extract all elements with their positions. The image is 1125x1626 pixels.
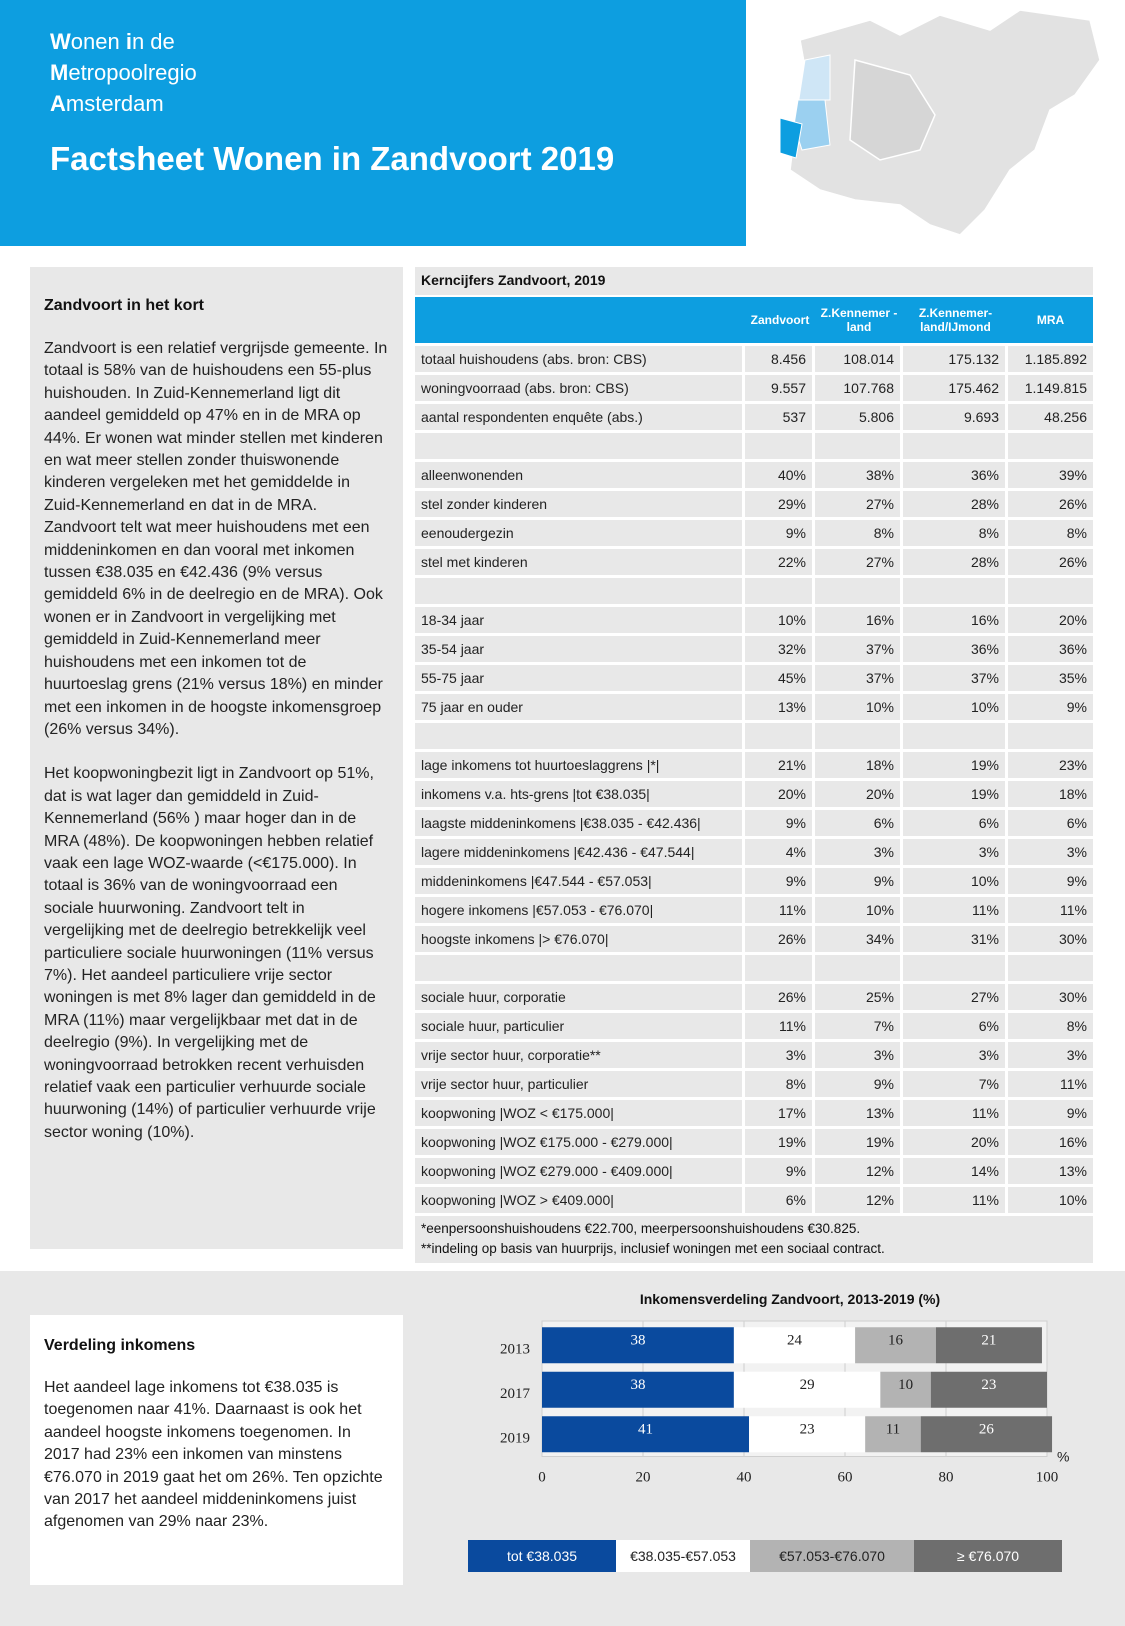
table-row [415,897,1093,923]
row-label: hoogste inkomens |> €76.070| [415,926,742,952]
table-cell: 35% [1008,665,1093,691]
legend-item: tot €38.035 [468,1540,616,1572]
table-body [415,346,1093,1213]
row-label: middeninkomens |€47.544 - €57.053| [415,868,742,894]
table-cell: 38% [815,462,900,488]
table-cell: 19% [903,752,1005,778]
column-header: MRA [1036,313,1065,327]
spacer-row [415,578,1093,604]
data-label: 16 [888,1332,903,1349]
table-row [415,462,1093,488]
table-footnotes [415,1216,1093,1263]
data-label: 41 [638,1421,654,1438]
spacer-row [415,955,1093,981]
table-cell: 9% [745,1158,812,1184]
table-cell: 21% [745,752,812,778]
x-tick-label: 60 [837,1469,853,1486]
table-cell: 18% [815,752,900,778]
row-label: koopwoning |WOZ < €175.000| [415,1100,742,1126]
table-cell: 31% [903,926,1005,952]
table-cell: 9% [1008,694,1093,720]
table-row [415,781,1093,807]
table-cell: 18% [1008,781,1093,807]
table-cell: 8% [745,1071,812,1097]
spacer-cell [745,955,812,981]
table-row [415,1158,1093,1184]
table-cell: 10% [903,868,1005,894]
table-cell: 9% [1008,868,1093,894]
x-tick-label: 80 [938,1469,954,1486]
table-row [415,1100,1093,1126]
income-paragraph: Het aandeel lage inkomens tot €38.035 is toegenomen naar 41%. Daarnaast is ook het aandeel hoogste inkomens toegenomen. In 2017 had 23% een inkomen van minstens €76.070 in 2019 gaat het om 26%. Ten opzichte van 2017 het aandeel middeninkomens juist afgenomen van 29% naar 23%. [44,1379,383,1531]
row-label: stel met kinderen [415,549,742,575]
spacer-row [415,723,1093,749]
spacer-row [415,433,1093,459]
y-category-label: 2013 [500,1341,530,1358]
spacer-cell [1008,578,1093,604]
spacer-cell [903,723,1005,749]
chart-legend [468,1540,1062,1572]
table-cell: 10% [1008,1187,1093,1213]
column-header: Z.Kennemer-land/IJmond [918,306,993,334]
table-row [415,810,1093,836]
row-label: 55-75 jaar [415,665,742,691]
table-cell: 36% [1008,636,1093,662]
table-cell: 26% [1008,549,1093,575]
table-cell: 12% [815,1187,900,1213]
table-cell: 8% [903,520,1005,546]
row-label: woningvoorraad (abs. bron: CBS) [415,375,742,401]
intro-heading: Zandvoort in het kort [44,297,204,314]
table-cell: 3% [1008,1042,1093,1068]
row-label: sociale huur, corporatie [415,984,742,1010]
table-cell: 29% [745,491,812,517]
row-label: lagere middeninkomens |€42.436 - €47.544| [415,839,742,865]
spacer-cell [745,723,812,749]
table-cell: 28% [903,549,1005,575]
table-header [415,297,1093,343]
table-row [415,926,1093,952]
spacer-cell [903,433,1005,459]
table-cell: 10% [815,694,900,720]
table-cell: 28% [903,491,1005,517]
page-title: Factsheet Wonen in Zandvoort 2019 [50,140,615,177]
table-cell: 1.149.815 [1008,375,1093,401]
spacer-cell [815,955,900,981]
data-label: 24 [787,1332,802,1349]
table-cell: 108.014 [815,346,900,372]
brand-logo-text: Wonen in de Metropoolregio Amsterdam [50,29,197,116]
table-row [415,346,1093,372]
table-cell: 30% [1008,926,1093,952]
row-label: 18-34 jaar [415,607,742,633]
row-label: alleenwonenden [415,462,742,488]
table-cell: 20% [903,1129,1005,1155]
table-cell: 9% [815,1071,900,1097]
column-header: Z.Kennemer -land [820,306,898,334]
row-label: vrije sector huur, particulier [415,1071,742,1097]
key-figures-table [415,267,1093,1263]
column-header: Zandvoort [750,313,810,327]
income-text-panel [30,1315,403,1585]
table-row [415,752,1093,778]
table-row [415,694,1093,720]
table-row [415,868,1093,894]
table-cell: 26% [1008,491,1093,517]
y-category-label: 2019 [500,1430,530,1447]
table-cell: 17% [745,1100,812,1126]
row-label: koopwoning |WOZ > €409.000| [415,1187,742,1213]
table-cell: 37% [815,665,900,691]
region-map-area [790,10,1100,235]
table-cell: 45% [745,665,812,691]
table-cell: 16% [903,607,1005,633]
table-cell: 4% [745,839,812,865]
legend-item: €57.053-€76.070 [750,1540,914,1572]
spacer-cell [903,955,1005,981]
table-cell: 11% [1008,897,1093,923]
legend-item: ≥ €76.070 [914,1540,1062,1572]
table-cell: 32% [745,636,812,662]
table-row [415,1042,1093,1068]
table-cell: 13% [815,1100,900,1126]
chart-title: Inkomensverdeling Zandvoort, 2013-2019 (%) [639,1291,941,1307]
table-cell: 8.456 [745,346,812,372]
table-cell: 1.185.892 [1008,346,1093,372]
table-cell: 8% [815,520,900,546]
table-cell: 3% [745,1042,812,1068]
table-cell: 10% [745,607,812,633]
data-label: 23 [799,1421,815,1438]
table-cell: 6% [903,1013,1005,1039]
table-cell: 11% [903,1100,1005,1126]
table-row [415,636,1093,662]
table-cell: 13% [745,694,812,720]
table-cell: 9.693 [903,404,1005,430]
table-cell: 10% [903,694,1005,720]
table-cell: 3% [815,839,900,865]
table-cell: 36% [903,462,1005,488]
table-cell: 537 [745,404,812,430]
x-tick-label: 0 [538,1469,546,1486]
table-cell: 30% [1008,984,1093,1010]
spacer-cell [415,578,742,604]
data-label: 11 [885,1421,901,1438]
table-cell: 8% [1008,520,1093,546]
spacer-cell [1008,723,1093,749]
table-cell: 6% [745,1187,812,1213]
data-label: 29 [799,1376,815,1393]
table-cell: 175.132 [903,346,1005,372]
intro-paragraph-1: Zandvoort is een relatief vergrijsde gemeente. In totaal is 58% van de huishoudens een 55-plus huishouden. In Zuid-Kennemerland ligt dit aandeel gemiddeld op 47% en in de MRA op 44%. Er wonen wat minder stellen met kinderen en wat meer stellen zonder thuiswonende kinderen vergeleken met het gemiddelde in Zuid-Kennemerland en dat in de MRA. Zandvoort telt wat meer huishoudens met een middeninkomen en dan vooral met inkomen tussen €38.035 en €42.436 (9% versus gemiddeld 6% in de deelregio en de MRA). Ook wonen er in Zandvoort in vergelijking met gemiddeld in Zuid-Kennemerland meer huishoudens met een inkomen tot de huurtoeslag grens (21% versus 18%) en minder met een inkomen in de hoogste inkomensgroep (26% versus 34%). [44,340,388,738]
table-cell: 34% [815,926,900,952]
table-row [415,404,1093,430]
data-label: 21 [981,1332,997,1349]
table-cell: 7% [903,1071,1005,1097]
table-cell: 6% [1008,810,1093,836]
table-cell: 3% [815,1042,900,1068]
table-cell: 175.462 [903,375,1005,401]
table-row [415,1071,1093,1097]
table-cell: 6% [903,810,1005,836]
spacer-cell [415,433,742,459]
x-tick-label: 20 [635,1469,651,1486]
table-cell: 14% [903,1158,1005,1184]
table-cell: 7% [815,1013,900,1039]
spacer-cell [1008,433,1093,459]
row-label: totaal huishoudens (abs. bron: CBS) [415,346,742,372]
table-row [415,984,1093,1010]
table-cell: 11% [1008,1071,1093,1097]
data-label: 23 [981,1376,997,1393]
table-cell: 3% [903,839,1005,865]
row-label: hogere inkomens |€57.053 - €76.070| [415,897,742,923]
table-cell: 36% [903,636,1005,662]
table-cell: 16% [1008,1129,1093,1155]
table-cell: 25% [815,984,900,1010]
income-heading: Verdeling inkomens [44,1337,196,1354]
row-label: sociale huur, particulier [415,1013,742,1039]
table-cell: 22% [745,549,812,575]
table-row [415,375,1093,401]
table-cell: 9% [1008,1100,1093,1126]
table-cell: 8% [1008,1013,1093,1039]
region-map [760,0,1125,246]
table-cell: 3% [1008,839,1093,865]
spacer-cell [815,578,900,604]
table-cell: 13% [1008,1158,1093,1184]
table-cell: 6% [815,810,900,836]
table-cell: 107.768 [815,375,900,401]
table-cell: 48.256 [1008,404,1093,430]
legend-item: €38.035-€57.053 [616,1540,750,1572]
table-cell: 19% [745,1129,812,1155]
table-cell: 27% [903,984,1005,1010]
spacer-cell [745,433,812,459]
table-row [415,1129,1093,1155]
table-cell: 20% [815,781,900,807]
chart-plot [500,1291,1100,1521]
table-row [415,1013,1093,1039]
table-cell: 10% [815,897,900,923]
table-cell: 11% [903,1187,1005,1213]
table-cell: 5.806 [815,404,900,430]
table-cell: 27% [815,491,900,517]
table-row [415,665,1093,691]
table-cell: 9% [745,868,812,894]
table-cell: 19% [903,781,1005,807]
region-map-kennemerland [798,55,830,105]
table-row [415,607,1093,633]
spacer-cell [1008,955,1093,981]
spacer-cell [815,433,900,459]
table-cell: 12% [815,1158,900,1184]
row-label: koopwoning |WOZ €279.000 - €409.000| [415,1158,742,1184]
table-cell: 26% [745,926,812,952]
row-label: inkomens v.a. hts-grens |tot €38.035| [415,781,742,807]
table-cell: 26% [745,984,812,1010]
table-cell: 37% [815,636,900,662]
table-cell: 19% [815,1129,900,1155]
income-section [0,1271,1125,1626]
data-label: 38 [630,1332,646,1349]
y-category-label: 2017 [500,1385,530,1402]
table-cell: 20% [1008,607,1093,633]
table-cell: 23% [1008,752,1093,778]
table-cell: 3% [903,1042,1005,1068]
row-label: vrije sector huur, corporatie** [415,1042,742,1068]
table-cell: 39% [1008,462,1093,488]
row-label: 35-54 jaar [415,636,742,662]
table-cell: 11% [903,897,1005,923]
x-unit-label: % [1057,1448,1070,1465]
footnote: *eenpersoonshuishoudens €22.700, meerpersoonshuishoudens €30.825. [421,1221,861,1236]
data-label: 26 [978,1421,994,1438]
table-cell: 11% [745,897,812,923]
row-label: 75 jaar en ouder [415,694,742,720]
spacer-cell [745,578,812,604]
data-label: 10 [898,1376,914,1393]
table-row [415,1187,1093,1213]
table-row [415,839,1093,865]
row-label: aantal respondenten enquête (abs.) [415,404,742,430]
table-row [415,520,1093,546]
table-cell: 11% [745,1013,812,1039]
table-row [415,491,1093,517]
spacer-cell [415,723,742,749]
footnote: **indeling op basis van huurprijs, inclusief woningen met een sociaal contract. [421,1241,885,1256]
intro-paragraph-2: Het koopwoningbezit ligt in Zandvoort op 51%, dat is wat lager dan gemiddeld in Zuid-Kennemerland (56% ) maar hoger dan in de MRA (48%). De koopwoningen hebben relatief vaak een lage WOZ-waarde (<€175.000). In totaal is 36% van de woningvoorraad een sociale huurwoning. Zandvoort telt in vergelijking met de deelregio betrekkelijk veel particuliere sociale huurwoningen (11% versus 7%). Het aandeel particuliere vrije sector woningen is met 8% lager dan gemiddeld in de MRA (11%) maar vergelijkbaar met dat in de deelregio (9%). In vergelijking met de woningvoorraad betrokken recent verhuisden relatief vaak een particulier verhuurde sociale huurwoning (14%) of particulier verhuurde vrije sector woning (10%). [44,765,376,1141]
table-cell: 9% [745,810,812,836]
x-tick-label: 40 [736,1469,752,1486]
row-label: lage inkomens tot huurtoeslaggrens |*| [415,752,742,778]
table-cell: 16% [815,607,900,633]
table-row [415,549,1093,575]
row-label: laagste middeninkomens |€38.035 - €42.436| [415,810,742,836]
row-label: eenoudergezin [415,520,742,546]
spacer-cell [815,723,900,749]
intro-panel [30,267,403,1249]
table-cell: 37% [903,665,1005,691]
key-figures-title: Kerncijfers Zandvoort, 2019 [415,267,1093,295]
header-banner [0,0,746,246]
x-tick-label: 100 [1035,1469,1059,1486]
row-label: stel zonder kinderen [415,491,742,517]
spacer-cell [903,578,1005,604]
table-cell: 9.557 [745,375,812,401]
row-label: koopwoning |WOZ €175.000 - €279.000| [415,1129,742,1155]
spacer-cell [415,955,742,981]
header-spacer [415,297,745,343]
data-label: 38 [630,1376,646,1393]
table-cell: 27% [815,549,900,575]
table-cell: 40% [745,462,812,488]
table-cell: 20% [745,781,812,807]
table-cell: 9% [745,520,812,546]
table-cell: 9% [815,868,900,894]
